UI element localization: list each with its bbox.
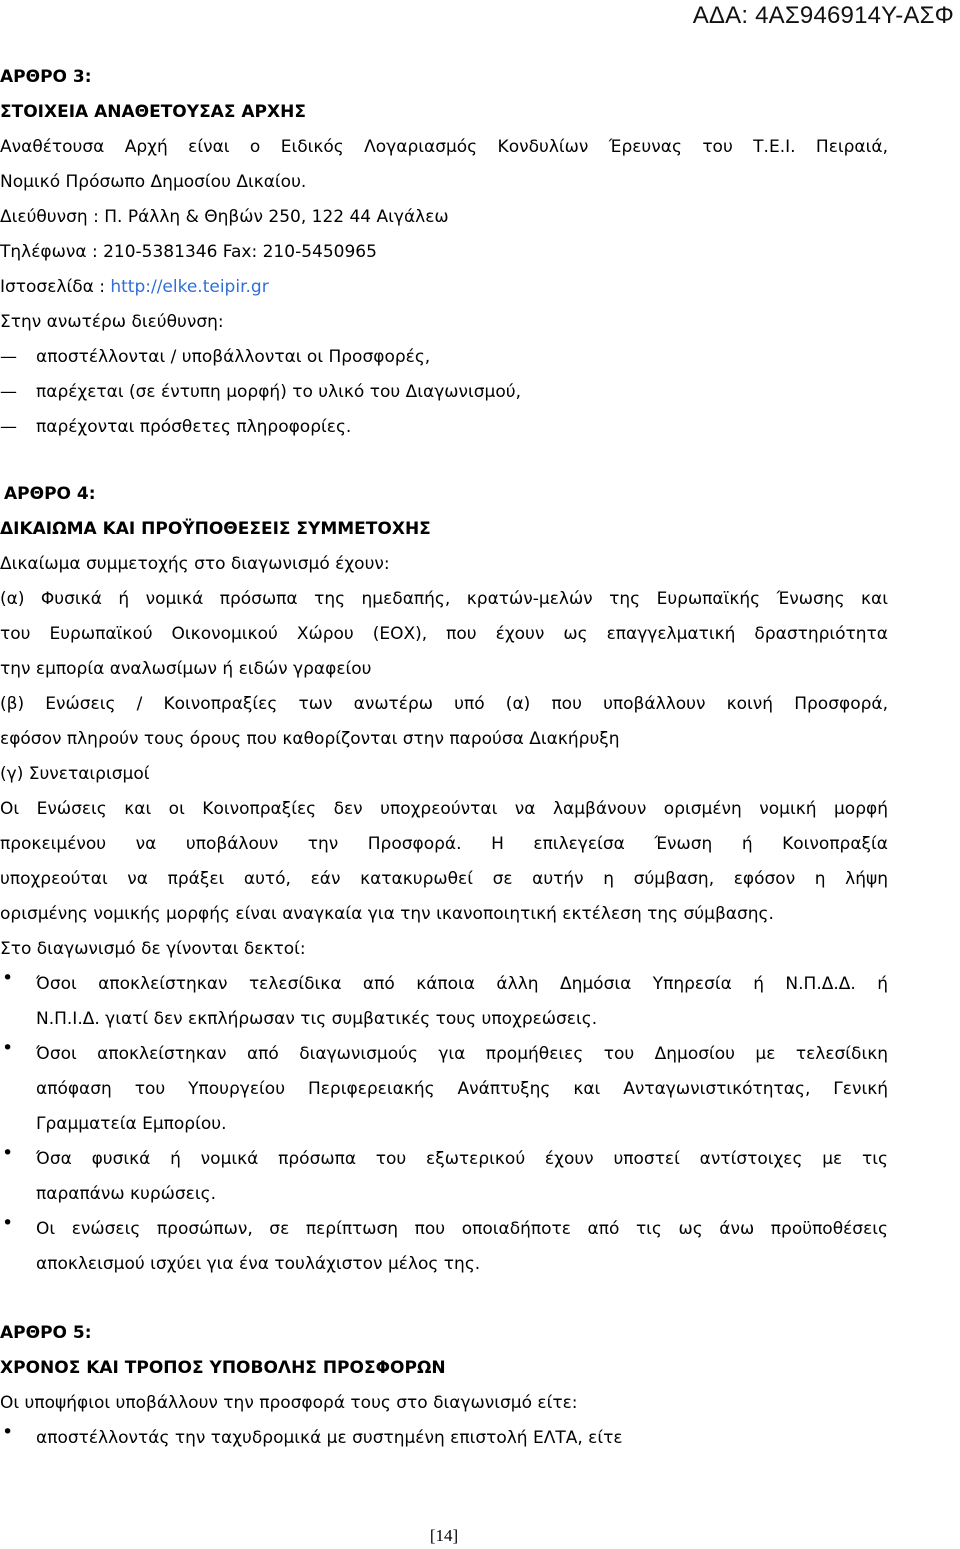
joint-venture-line: προκειμένου να υποβάλουν την Προσφορά. Η επιλεγείσα Ένωση ή Κοινοπραξία	[0, 834, 888, 854]
article-4-subtitle: ΔΙΚΑΙΩΜΑ ΚΑΙ ΠΡΟΫΠΟΘΕΣΕΙΣ ΣΥΜΜΕΤΟΧΗΣ	[0, 519, 431, 539]
bullet-line: Οι ενώσεις προσώπων, σε περίπτωση που οποιαδήποτε από τις ως άνω προϋποθέσεις	[36, 1219, 888, 1239]
clause-a-line: του Ευρωπαϊκού Οικονομικού Χώρου (ΕΟΧ), που έχουν ως επαγγελματική δραστηριότητα	[0, 624, 888, 644]
article-3-title: ΑΡΘΡΟ 3:	[0, 67, 92, 87]
article-3-subtitle: ΣΤΟΙΧΕΙΑ ΑΝΑΘΕΤΟΥΣΑΣ ΑΡΧΗΣ	[0, 102, 306, 122]
dash-item-text: παρέχεται (σε έντυπη μορφή) το υλικό του Διαγωνισμού,	[36, 382, 521, 402]
ada-code: ΑΔΑ: 4ΑΣ946914Υ-ΑΣΦ	[692, 2, 954, 29]
document-page	[0, 60, 888, 1456]
dash-item-text: παρέχονται πρόσθετες πληροφορίες.	[36, 417, 352, 437]
dash-list-item	[0, 375, 888, 410]
article-4-title: ΑΡΘΡΟ 4:	[4, 484, 96, 504]
joint-venture-line: Οι Ενώσεις και οι Κοινοπραξίες δεν υποχρεούνται να λαμβάνουν ορισμένη νομική μορφή	[0, 799, 888, 819]
joint-venture-line: ορισμένης νομικής μορφής είναι αναγκαία για την ικανοποιητική εκτέλεση της σύμβασης.	[0, 904, 774, 924]
bullet-list-item	[0, 1142, 888, 1212]
section-gap	[0, 1282, 888, 1316]
phones-line: Τηλέφωνα : 210-5381346 Fax: 210-5450965	[0, 242, 377, 262]
article-4-intro: Δικαίωμα συμμετοχής στο διαγωνισμό έχουν:	[0, 554, 390, 574]
bullet-list-item	[0, 1212, 888, 1282]
article-3-line-1: Αναθέτουσα Αρχή είναι ο Ειδικός Λογαριασμός Κονδυλίων Έρευνας του Τ.Ε.Ι. Πειραιά,	[0, 137, 888, 157]
bullet-line: απόφαση του Υπουργείου Περιφερειακής Ανάπτυξης και Ανταγωνιστικότητας, Γενική	[36, 1079, 888, 1099]
dash-marker: —	[0, 382, 17, 402]
section-gap	[0, 445, 888, 477]
bullet-line: Όσοι αποκλείστηκαν τελεσίδικα από κάποια άλλη Δημόσια Υπηρεσία ή Ν.Π.Δ.Δ. ή	[36, 974, 888, 994]
dash-marker: —	[0, 347, 17, 367]
website-line	[0, 270, 888, 305]
dash-item-text: αποστέλλονται / υποβάλλονται οι Προσφορές,	[36, 347, 431, 367]
bullet-line: Γραμματεία Εμπορίου.	[36, 1114, 227, 1134]
article-3-line-2: Νομικό Πρόσωπο Δημοσίου Δικαίου.	[0, 172, 307, 192]
article-5-subtitle: ΧΡΟΝΟΣ ΚΑΙ ΤΡΟΠΟΣ ΥΠΟΒΟΛΗΣ ΠΡΟΣΦΟΡΩΝ	[0, 1358, 446, 1378]
clause-a-line: την εμπορία αναλωσίμων ή ειδών γραφείου	[0, 659, 372, 679]
bullet-list-item	[0, 1037, 888, 1142]
bullet-line: αποκλεισμού ισχύει για ένα τουλάχιστον μέλος της.	[36, 1254, 481, 1274]
article-5-title: ΑΡΘΡΟ 5:	[0, 1323, 92, 1343]
bullet-marker: •	[2, 1421, 14, 1443]
bullet-marker: •	[2, 967, 14, 989]
bullet-marker: •	[2, 1037, 14, 1059]
bullet-line: Όσα φυσικά ή νομικά πρόσωπα του εξωτερικού έχουν υποστεί αντίστοιχες με τις	[36, 1149, 888, 1169]
bullet-list-item	[0, 967, 888, 1037]
page-number: [14]	[429, 1526, 459, 1545]
joint-venture-line: υποχρεούται να πράξει αυτό, εάν κατακυρωθεί σε αυτήν η σύμβαση, εφόσον η λήψη	[0, 869, 888, 889]
dash-list-item	[0, 410, 888, 445]
website-link[interactable]: http://elke.teipir.gr	[110, 277, 269, 297]
bullet-marker: •	[2, 1142, 14, 1164]
clause-b-line: (β) Ενώσεις / Κοινοπραξίες των ανωτέρω υπό (α) που υποβάλλουν κοινή Προσφορά,	[0, 694, 888, 714]
bullet-line: Ν.Π.Ι.Δ. γιατί δεν εκπλήρωσαν τις συμβατικές τους υποχρεώσεις.	[36, 1009, 598, 1029]
dash-marker: —	[0, 417, 17, 437]
at-address-line: Στην ανωτέρω διεύθυνση:	[0, 312, 224, 332]
bullet-line: παραπάνω κυρώσεις.	[36, 1184, 216, 1204]
dash-list-item	[0, 340, 888, 375]
article-5-intro: Οι υποψήφιοι υποβάλλουν την προσφορά τους στο διαγωνισμό είτε:	[0, 1393, 578, 1413]
address-line: Διεύθυνση : Π. Ράλλη & Θηβών 250, 122 44 Αιγάλεω	[0, 207, 449, 227]
bullet-line: αποστέλλοντάς την ταχυδρομικά με συστημένη επιστολή ΕΛΤΑ, είτε	[36, 1428, 623, 1448]
bullet-marker: •	[2, 1212, 14, 1234]
bullet-list-item	[0, 1421, 888, 1456]
clause-c-line: (γ) Συνεταιρισμοί	[0, 764, 150, 784]
website-label: Ιστοσελίδα :	[0, 277, 111, 297]
clause-b-line: εφόσον πληρούν τους όρους που καθορίζονται στην παρούσα Διακήρυξη	[0, 729, 620, 749]
clause-a-line: (α) Φυσικά ή νομικά πρόσωπα της ημεδαπής, κρατών-μελών της Ευρωπαϊκής Ένωσης και	[0, 589, 888, 609]
bullet-line: Όσοι αποκλείστηκαν από διαγωνισμούς για προμήθειες του Δημοσίου με τελεσίδικη	[36, 1044, 888, 1064]
not-accepted-line: Στο διαγωνισμό δε γίνονται δεκτοί:	[0, 939, 306, 959]
